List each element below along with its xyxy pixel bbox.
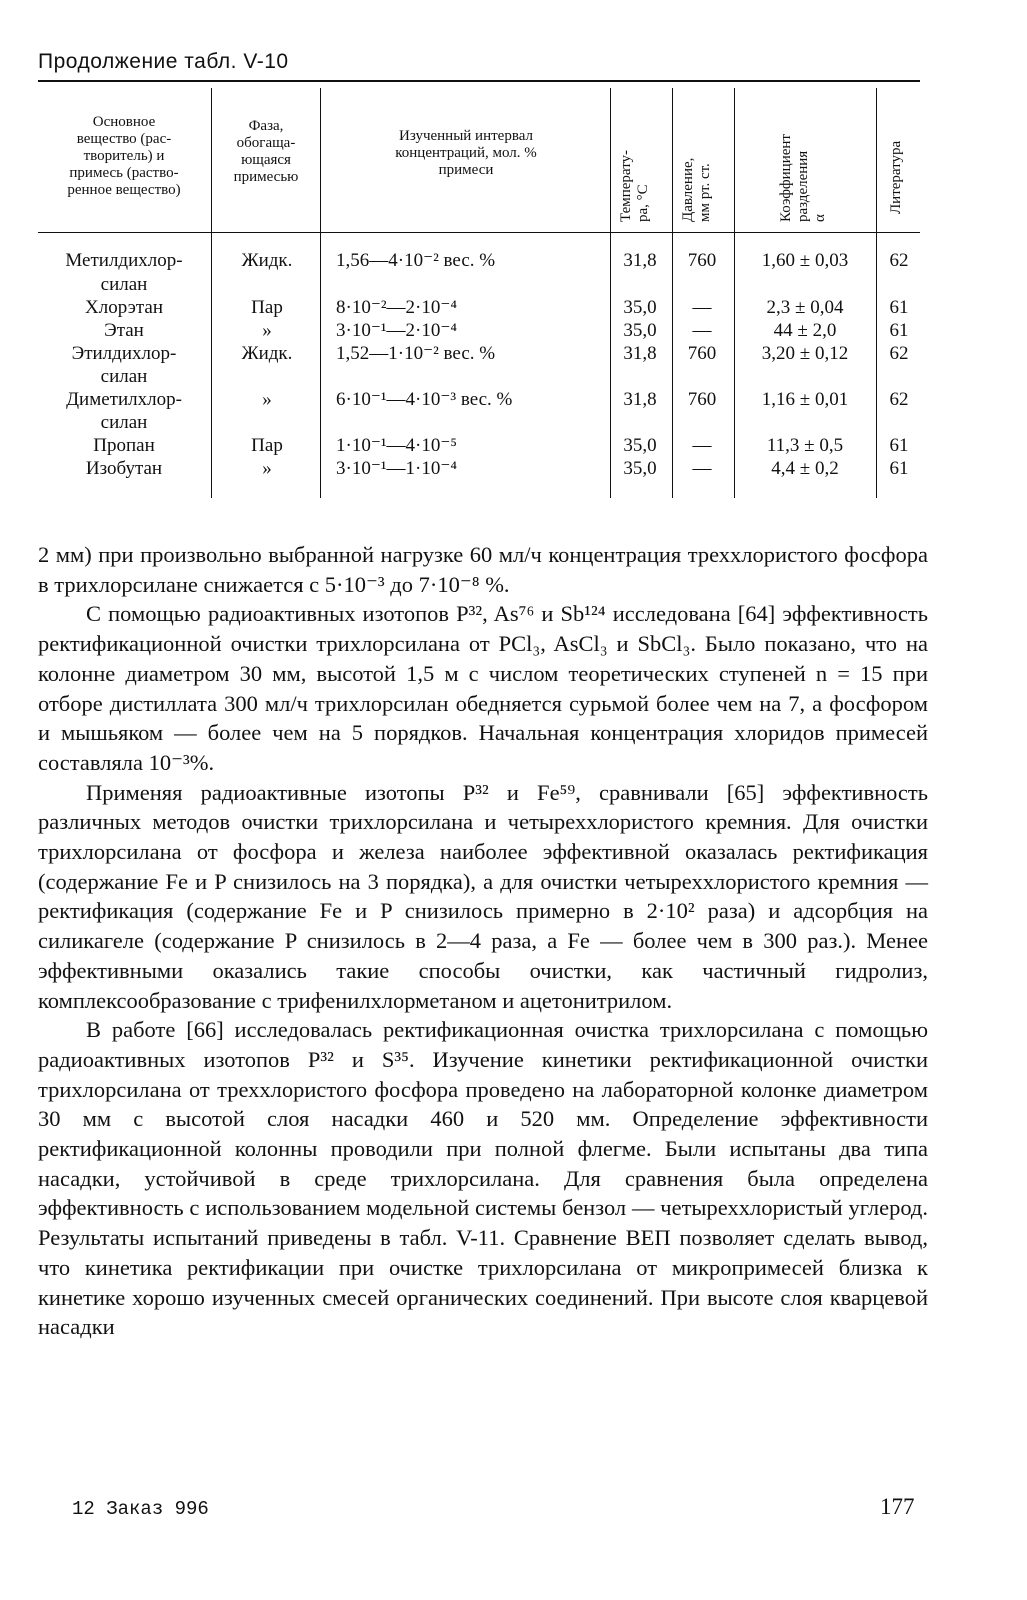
cell-pressure: — [692, 320, 712, 341]
cell-literature: 62 [889, 250, 909, 271]
table-row [38, 249, 920, 272]
cell-range: 3·10⁻¹—2·10⁻⁴ [336, 320, 458, 341]
cell-pressure: — [692, 435, 712, 456]
cell-coefficient: 44 ± 2,0 [773, 320, 837, 341]
table-row [38, 273, 920, 296]
header-substance: Основное вещество (рас- творитель) и примесь (раство- ренное вещество) [67, 114, 181, 198]
table-row [38, 365, 920, 388]
table-row [38, 388, 920, 411]
cell-temperature: 31,8 [623, 343, 657, 364]
cell-substance: Метилдихлор- [65, 250, 183, 271]
table-top-rule [38, 80, 920, 82]
cell-literature: 61 [889, 297, 909, 318]
cell-phase: » [262, 320, 272, 341]
cell-substance: Диметилхлор- [66, 389, 182, 410]
cell-range: 1,56—4·10⁻² вес. % [336, 250, 496, 271]
cell-coefficient: 1,16 ± 0,01 [761, 389, 849, 410]
cell-pressure: — [692, 458, 712, 479]
cell-coefficient: 3,20 ± 0,12 [761, 343, 849, 364]
paragraph: С помощью радиоактивных изотопов P³², As⁷⁶ и Sb¹²⁴ исследована [64] эффективность ректификационной очистки трихлорсилана от PCl₃, AsCl₃ и SbCl₃. Было показано, что на колонне диаметром 30 мм, высотой 1,5 м с числом теоретических ступеней n = 15 при отборе дистиллата 300 мл/ч трихлорсилан обедняется сурьмой более чем на 7, а фосфором и мышьяком — более чем на 5 порядков. Начальная концентрация хлоридов примесей составляла 10⁻³%. [38, 601, 928, 775]
paragraph: В работе [66] исследовалась ректификационная очистка трихлорсилана с помощью радиоактивных изотопов P³² и S³⁵. Изучение кинетики ректификационной очистки трихлорсилана от треххлористого фосфора проведено на лабораторной колонке диаметром 30 мм с высотой слоя насадки 460 и 520 мм. Определение эффективности ректификационной колонны проводили при полной флегме. Были испытаны два типа насадки, устойчивой в среде трихлорсилана. Для сравнения была определена эффективность с использованием модельной системы бензол — четыреххлористый углерод. Результаты испытаний приведены в табл. V-11. Сравнение ВЕП позволяет сделать вывод, что кинетика ректификации при очистке трихлорсилана от микропримесей близка к кинетике хорошо изученных смесей органических соединений. При высоте слоя кварцевой насадки [38, 1017, 928, 1340]
header-literature: Литература [888, 140, 904, 214]
cell-literature: 62 [889, 389, 909, 410]
cell-temperature: 31,8 [623, 389, 657, 410]
cell-phase: Пар [251, 297, 283, 318]
cell-literature: 61 [889, 458, 909, 479]
cell-substance: силан [100, 366, 148, 387]
cell-phase: Пар [251, 435, 283, 456]
cell-temperature: 35,0 [623, 320, 657, 341]
cell-pressure: 760 [687, 343, 717, 364]
header-temperature: Температу- ра, °С [618, 149, 651, 222]
cell-pressure: — [692, 297, 712, 318]
header-range: Изученный интервал концентраций, мол. % примеси [395, 128, 537, 178]
cell-temperature: 35,0 [623, 458, 657, 479]
cell-literature: 62 [889, 343, 909, 364]
table-caption: Продолжение табл. V-10 [38, 50, 289, 73]
table-row [38, 434, 920, 457]
cell-pressure: 760 [687, 389, 717, 410]
cell-substance: Пропан [93, 435, 155, 456]
cell-substance: Этан [104, 320, 144, 341]
cell-range: 1·10⁻¹—4·10⁻⁵ [336, 435, 458, 456]
cell-phase: » [262, 458, 272, 479]
table-row [38, 342, 920, 365]
cell-coefficient: 4,4 ± 0,2 [771, 458, 839, 479]
cell-range: 8·10⁻²—2·10⁻⁴ [336, 297, 458, 318]
header-phase: Фаза, обогаща- ющаяся примесью [233, 118, 299, 185]
cell-literature: 61 [889, 435, 909, 456]
table-row [38, 296, 920, 319]
cell-substance: силан [100, 274, 148, 295]
cell-pressure: 760 [687, 250, 717, 271]
cell-temperature: 31,8 [623, 250, 657, 271]
page-number: 177 [880, 1494, 915, 1519]
table-header-rule [38, 232, 920, 233]
cell-phase: » [262, 389, 272, 410]
cell-phase: Жидк. [241, 250, 293, 271]
table-row [38, 319, 920, 342]
cell-substance: Изобутан [85, 458, 163, 479]
cell-coefficient: 11,3 ± 0,5 [766, 435, 844, 456]
table-row [38, 457, 920, 480]
cell-temperature: 35,0 [623, 297, 657, 318]
cell-temperature: 35,0 [623, 435, 657, 456]
cell-literature: 61 [889, 320, 909, 341]
body-text [38, 540, 928, 1342]
cell-range: 6·10⁻¹—4·10⁻³ вес. % [336, 389, 513, 410]
paragraph: 2 мм) при произвольно выбранной нагрузке 60 мл/ч концентрация треххлористого фосфора в трихлорсилане снижается с 5·10⁻³ до 7·10⁻⁸ %. [38, 542, 928, 597]
table-row [38, 411, 920, 434]
cell-substance: Этилдихлор- [71, 343, 177, 364]
cell-phase: Жидк. [241, 343, 293, 364]
cell-coefficient: 2,3 ± 0,04 [766, 297, 844, 318]
cell-substance: Хлорэтан [85, 297, 163, 318]
cell-range: 3·10⁻¹—1·10⁻⁴ [336, 458, 458, 479]
cell-range: 1,52—1·10⁻² вес. % [336, 343, 496, 364]
cell-substance: силан [100, 412, 148, 433]
cell-coefficient: 1,60 ± 0,03 [761, 250, 849, 271]
paragraph: Применяя радиоактивные изотопы P³² и Fe⁵⁹, сравнивали [65] эффективность различных методов очистки трихлорсилана и четыреххлористого кремния. Для очистки трихлорсилана от фосфора и железа наиболее эффективной оказалась ректификация (содержание Fe и P снизилось на 3 порядка), а для очистки четыреххлористого кремния — ректификация (содержание Fe и P снизилось примерно в 2·10² раза) и адсорбция на силикагеле (содержание P снизилось в 2—4 раза, а Fe — более чем в 300 раз.). Менее эффективными оказались такие способы очистки, как частичный гидролиз, комплексообразование с трифенилхлорметаном и ацетонитрилом. [38, 779, 928, 1013]
header-pressure: Давление, мм рт. ст. [680, 157, 713, 222]
header-coefficient: Коэффициент разделения α [778, 134, 828, 222]
footer-order-note: 12 Заказ 996 [72, 1498, 209, 1520]
